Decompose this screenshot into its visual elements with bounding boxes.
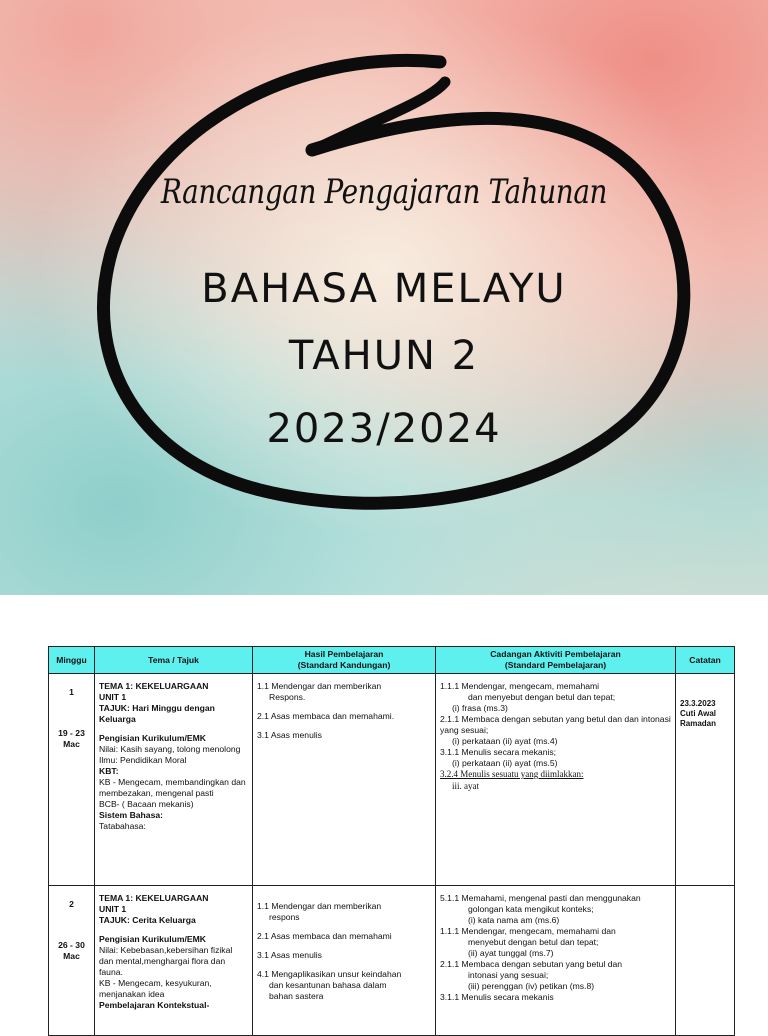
cadangan-line: golongan kata mengikut konteks;: [468, 904, 594, 914]
header-cadangan: [436, 647, 676, 674]
cadangan-line: 1.1.1 Mendengar, mengecam, memahami: [440, 681, 600, 691]
tajuk-text: Cerita Keluarga: [132, 915, 196, 925]
week-cell: [49, 674, 95, 886]
catatan-cell: [676, 886, 735, 1036]
cover-subject: BAHASA MELAYU: [201, 266, 567, 312]
tatabahasa-text: Tatabahasa:: [99, 821, 146, 831]
week-dates: 19 - 23 Mac: [58, 728, 85, 749]
cadangan-line: 3.1.1 Menulis secara mekanis: [440, 992, 554, 1002]
tema-cell: [95, 886, 253, 1036]
tajuk-line: [99, 915, 248, 926]
header-hasil-line1: Hasil Pembelajaran: [304, 649, 384, 659]
table-row: [49, 674, 735, 886]
cadangan-line: 1.1.1 Mendengar, mengecam, memahami dan: [440, 926, 616, 936]
cadangan-line: (i) frasa (ms.3): [452, 703, 508, 713]
cadangan-line: 2.1.1 Membaca dengan sebutan yang betul dan dan intonasi yang sesuai;: [440, 714, 671, 735]
header-cadangan-line1: Cadangan Aktiviti Pembelajaran: [490, 649, 621, 659]
hasil-line: 1.1 Mendengar dan memberikan: [257, 901, 382, 911]
table-header-row: [49, 647, 735, 674]
pengisian-label: Pengisian Kurikulum/EMK: [99, 934, 206, 944]
week-number: 1: [69, 687, 74, 697]
kbt-label: KBT:: [99, 766, 119, 776]
catatan-note: 23.3.2023 Cuti Awal Ramadan: [680, 699, 717, 729]
cadangan-line: (i) perkataan (ii) ayat (ms.4): [452, 736, 558, 746]
tema-title: TEMA 1: KEKELUARGAAN: [99, 681, 209, 691]
header-hasil-line2: (Standard Kandungan): [297, 660, 391, 670]
hasil-line: respons: [269, 912, 300, 922]
catatan-cell: [676, 674, 735, 886]
pembelajaran-kontekstual: Pembelajaran Kontekstual-: [99, 1000, 210, 1010]
cadangan-cell: [436, 886, 676, 1036]
cadangan-line: 3.2.4 Menulis sesuatu yang diimlakkan:: [440, 769, 584, 779]
hasil-line: 4.1 Mengaplikasikan unsur keindahan: [257, 969, 402, 979]
cadangan-line: (ii) ayat tunggal (ms.7): [468, 948, 554, 958]
nilai-text: Nilai: Kasih sayang, tolong menolong: [99, 744, 241, 754]
tema-cell: [95, 674, 253, 886]
sistem-bahasa-label: Sistem Bahasa:: [99, 810, 164, 820]
hasil-line: Respons.: [269, 692, 306, 702]
cadangan-line: 5.1.1 Memahami, mengenal pasti dan menggunakan: [440, 893, 641, 903]
hasil-cell: [253, 886, 436, 1036]
hasil-line: bahan sastera: [269, 991, 324, 1001]
cadangan-line: 2.1.1 Membaca dengan sebutan yang betul dan: [440, 959, 623, 969]
hasil-line: 3.1 Asas menulis: [257, 730, 322, 740]
cadangan-cell: [436, 674, 676, 886]
hasil-line: 2.1 Asas membaca dan memahami.: [257, 711, 395, 721]
cover-grade: TAHUN 2: [288, 333, 480, 379]
cover-year: 2023/2024: [266, 406, 502, 452]
header-hasil: [253, 647, 436, 674]
hasil-line: 2.1 Asas membaca dan memahami: [257, 931, 392, 941]
tajuk-label: TAJUK:: [99, 703, 130, 713]
bcb-text: BCB- ( Bacaan mekanis): [99, 799, 194, 809]
kb-text: KB - Mengecam, membandingkan dan membezakan, mengenal pasti: [99, 777, 246, 798]
week-dates: 26 - 30 Mac: [58, 940, 85, 961]
cadangan-line: (iii) perenggan (iv) petikan (ms.8): [468, 981, 595, 991]
header-cadangan-line2: (Standard Pembelajaran): [504, 660, 607, 670]
tema-title: TEMA 1: KEKELUARGAAN: [99, 893, 209, 903]
unit-label: UNIT 1: [99, 692, 127, 702]
tajuk-label: TAJUK:: [99, 915, 130, 925]
hasil-cell: [253, 674, 436, 886]
cadangan-line: intonasi yang sesuai;: [468, 970, 549, 980]
ilmu-text: Ilmu: Pendidikan Moral: [99, 755, 187, 765]
cadangan-line: (i) perkataan (ii) ayat (ms.5): [452, 758, 558, 768]
hasil-line: 3.1 Asas menulis: [257, 950, 322, 960]
cadangan-line: menyebut dengan betul dan tepat;: [468, 937, 599, 947]
cadangan-line: iii. ayat: [452, 780, 479, 791]
pengisian-label: Pengisian Kurikulum/EMK: [99, 733, 206, 743]
week-number: 2: [69, 899, 74, 909]
header-catatan: Catatan: [676, 647, 735, 674]
cover-script-title: Rancangan Pengajaran Tahunan: [160, 172, 608, 212]
kb-text: KB - Mengecam, kesyukuran, menjanakan idea: [99, 978, 212, 999]
cadangan-line: 3.1.1 Menulis secara mekanis;: [440, 747, 557, 757]
week-cell: [49, 886, 95, 1036]
hasil-line: dan kesantunan bahasa dalam: [269, 980, 387, 990]
tajuk-text: Hari Minggu dengan Keluarga: [99, 703, 215, 724]
table-row: [49, 886, 735, 1036]
tajuk-line: [99, 703, 248, 725]
nilai-text: Nilai: Kebebasan,kebersihan fizikal dan mental,menghargai flora dan fauna.: [99, 945, 233, 977]
lesson-plan-table: [48, 646, 735, 1036]
cadangan-line: dan menyebut dengan betul dan tepat;: [468, 692, 616, 702]
cadangan-line: (i) kata nama am (ms.6): [468, 915, 560, 925]
header-tema: Tema / Tajuk: [95, 647, 253, 674]
hasil-line: 1.1 Mendengar dan memberikan: [257, 681, 382, 691]
header-minggu: Minggu: [49, 647, 95, 674]
unit-label: UNIT 1: [99, 904, 127, 914]
